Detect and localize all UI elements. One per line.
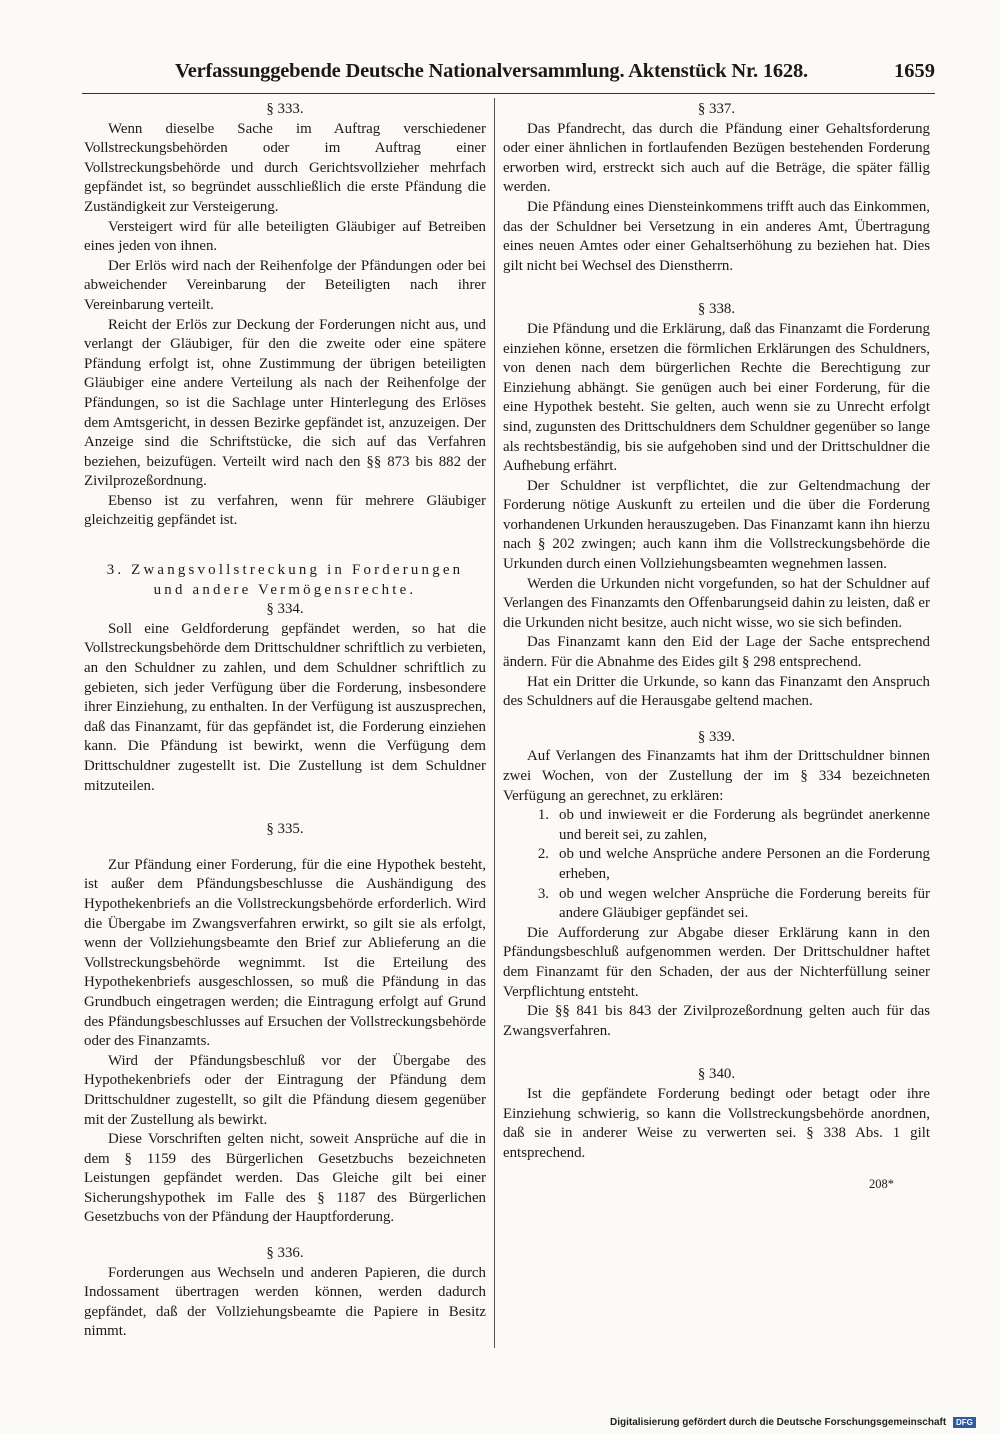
paragraph: Die Aufforderung zur Abgabe dieser Erklärung kann in den Pfändungsbeschluß aufgenommen werden. Der Drittschuldner haftet dem Finanzamt für den Schaden, der aus der Nichterfüllung seiner Verpflichtung entsteht. [503, 924, 930, 1000]
chapter-heading-line-1: 3. Zwangsvollstreckung in Forderungen [106, 562, 464, 579]
list-number: 2. [537, 846, 549, 863]
header-title: Verfassunggebende Deutsche Nationalversammlung. Aktenstück Nr. 1628. [175, 60, 808, 82]
list-text: ob und wegen welcher Ansprüche die Forderung bereits für andere Gläubiger gepfändet sei. [559, 885, 930, 922]
paragraph: Auf Verlangen des Finanzamts hat ihm der Drittschuldner binnen zwei Wochen, von der Zustellung der im § 334 bezeichneten Verfügung an gerechnet, zu erklären: [503, 748, 930, 804]
paragraph: Ist die gepfändete Forderung bedingt oder betagt oder ihre Einziehung schwierig, so kann die Vollstreckungsbehörde anordnen, daß sie in anderer Weise zu verwerten sei. § 338 Abs. 1 gilt entsprechend. [503, 1085, 930, 1161]
chapter-heading-line-2: und andere Vermögensrechte. [153, 581, 417, 598]
page-header [175, 60, 935, 90]
list-text: ob und inwieweit er die Forderung als begründet anerkenne und bereit sei, zu zahlen, [559, 807, 930, 843]
paragraph: Die Pfändung eines Diensteinkommens trifft auch das Einkommen, das der Schuldner bei Versetzung in ein anderes Amt, Übertragung eines neuen Amtes oder einer Gehaltserhöhung zu beziehen hat. Dies gilt nicht bei Wechsel des Dienstherrn. [503, 198, 930, 274]
paragraph: Versteigert wird für alle beteiligten Gläubiger auf Betreiben eines jeden von ihnen. [84, 218, 486, 255]
column-divider [494, 98, 495, 1348]
list-item [503, 806, 930, 845]
paragraph: Reicht der Erlös zur Deckung der Forderungen nicht aus, und verlangt der Gläubiger, für den die zweite oder eine spätere Pfändung erfolgt ist, ohne Zustimmung der übrigen beteiligten Gläubiger eine andere Verteilung als nach der Reihenfolge der Pfändungen, so ist die Sachlage unter Hinterlegung des Erlöses dem Amtsgericht, in dessen Bezirke gepfändet ist, anzuzeigen. Der Anzeige sind die Schriftstücke, die sich auf das Verfahren beziehen, beizufügen. Verteilt wird nach den §§ 873 bis 882 der Zivilprozeßordnung. [84, 316, 486, 490]
paragraph: Wird der Pfändungsbeschluß vor der Übergabe des Hypothekenbriefs oder der Eintragung der Pfändung dem Drittschuldner zugestellt, so gilt die Pfändung diesem gegenüber mit der Zustellung als bewirkt. [84, 1052, 486, 1128]
paragraph: Die §§ 841 bis 843 der Zivilprozeßordnung gelten auch für das Zwangsverfahren. [503, 1003, 930, 1039]
paragraph: Soll eine Geldforderung gepfändet werden, so hat die Vollstreckungsbehörde dem Drittschuldner schriftlich zu verbieten, an den Schuldner zu zahlen, und dem Schuldner schriftlich zu gebieten, sich jeder Verfügung über die Forderung, insbesondere ihrer Einziehung, zu enthalten. In der Verfügung ist auszusprechen, daß das Finanzamt, für das gepfändet ist, die Forderung einziehen kann. Die Pfändung ist bewirkt, wenn die Verfügung dem Drittschuldner zugestellt ist. Die Zustellung ist dem Schuldner mitzuteilen. [84, 620, 486, 794]
footer-credit [610, 1417, 976, 1428]
section-heading-339: § 339. [697, 728, 736, 745]
list-item [503, 885, 930, 924]
paragraph: Das Pfandrecht, das durch die Pfändung einer Gehaltsforderung oder einer ähnlichen in fortlaufenden Bezügen bestehenden Forderung erworben wird, erstreckt sich auch auf die Beträge, die später fällig werden. [503, 120, 930, 196]
paragraph: Werden die Urkunden nicht vorgefunden, so hat der Schuldner auf Verlangen des Finanzamts den Offenbarungseid dahin zu leisten, daß er die Urkunden nicht besitze, auch nicht wisse, wo sie sich befinden. [503, 575, 930, 631]
paragraph: Die Pfändung und die Erklärung, daß das Finanzamt die Forderung einziehen könne, ersetzen die förmlichen Erklärungen des Schuldners, von denen nach dem bürgerlichen Rechte die Berechtigung zur Einziehung abhängt. Sie genügen auch bei einer Forderung, für die eine Hypothek besteht. Sie gelten, auch wenn sie zu Unrecht erfolgt sind, zugunsten des Drittschuldners dem Schuldner gegenüber so lange als rechtsbeständig, bis sie aufgehoben sind und der Drittschuldner die Aufhebung erfährt. [503, 320, 930, 475]
section-heading-338: § 338. [697, 301, 736, 318]
signature-mark: 208* [869, 1177, 894, 1192]
paragraph: Der Erlös wird nach der Reihenfolge der Pfändungen oder bei abweichender Vereinbarung der Beteiligten nach ihrer Vereinbarung verteilt. [84, 257, 486, 313]
paragraph: Wenn dieselbe Sache im Auftrag verschiedener Vollstreckungsbehörden oder im Auftrag einer Vollstreckungsbehörde und durch Gerichtsvollzieher mehrfach gepfändet ist, so begründet ausschließlich die erste Pfändung die Zuständigkeit zur Versteigerung. [84, 120, 486, 215]
section-heading-337: § 337. [697, 101, 736, 117]
section-heading-333: § 333. [266, 101, 304, 117]
dfg-logo: DFG [953, 1417, 976, 1428]
list-item [503, 845, 930, 884]
paragraph: Diese Vorschriften gelten nicht, soweit Ansprüche auf die in dem § 1159 des Bürgerlichen Gesetzbuchs bezeichneten Leistungen gepfändet werden. Das Gleiche gilt bei einer Sicherungshypothek im Falle des § 1187 des Bürgerlichen Gesetzbuchs von der Pfändung der Hauptforderung. [84, 1131, 486, 1226]
footer-text: Digitalisierung gefördert durch die Deutsche Forschungsgemeinschaft [610, 1417, 947, 1429]
header-rule [82, 93, 935, 94]
page-number: 1659 [894, 60, 935, 82]
paragraph: Der Schuldner ist verpflichtet, die zur Geltendmachung der Forderung nötige Auskunft zu erteilen und die über die Forderung vorhandenen Urkunden herauszugeben. Das Finanzamt kann ihn hierzu nach § 202 zwingen; auch kann ihm die Vollstreckungsbehörde die Urkunden durch einen Vollziehungsbeamten wegnehmen lassen. [503, 477, 930, 573]
list-number: 1. [537, 807, 549, 824]
paragraph: Hat ein Dritter die Urkunde, so kann das Finanzamt den Anspruch des Schuldners auf die Herausgabe geltend machen. [503, 673, 930, 710]
paragraph: Ebenso ist zu verfahren, wenn für mehrere Gläubiger gleichzeitig gepfändet ist. [84, 492, 486, 529]
paragraph: Das Finanzamt kann den Eid der Lage der Sache entsprechend ändern. Für die Abnahme des Eides gilt § 298 entsprechend. [503, 634, 930, 671]
right-column [503, 100, 930, 1195]
paragraph: Forderungen aus Wechseln und anderen Papieren, die durch Indossament übertragen werden können, werden dadurch gepfändet, daß der Vollziehungsbeamte die Papiere in Besitz nimmt. [84, 1264, 486, 1340]
left-column [84, 100, 486, 1342]
list-number: 3. [537, 885, 549, 902]
section-heading-340: § 340. [697, 1066, 736, 1083]
section-heading-336: § 336. [266, 1245, 304, 1262]
section-heading-334: § 334. [266, 601, 304, 618]
paragraph: Zur Pfändung einer Forderung, für die eine Hypothek besteht, ist außer dem Pfändungsbeschlusse die Aushändigung des Hypothekenbriefs an die Vollstreckungsbehörde erforderlich. Wird die Übergabe im Zwangsverfahren erwirkt, so gilt sie als erfolgt, wenn der Vollziehungsbeamte den Brief zur Ablieferung an die Vollstreckungsbehörde wegnimmt. Ist die Erteilung des Hypothekenbriefs ausgeschlossen, so muß die Pfändung in das Grundbuch eingetragen werden; die Eintragung erfolgt auf Grund des Pfändungsbeschlusses auf Ersuchen der Vollstreckungsbehörde oder des Finanzamts. [84, 856, 486, 1050]
list-text: ob und welche Ansprüche andere Personen an die Forderung erheben, [559, 846, 930, 882]
section-heading-335: § 335. [266, 821, 304, 838]
